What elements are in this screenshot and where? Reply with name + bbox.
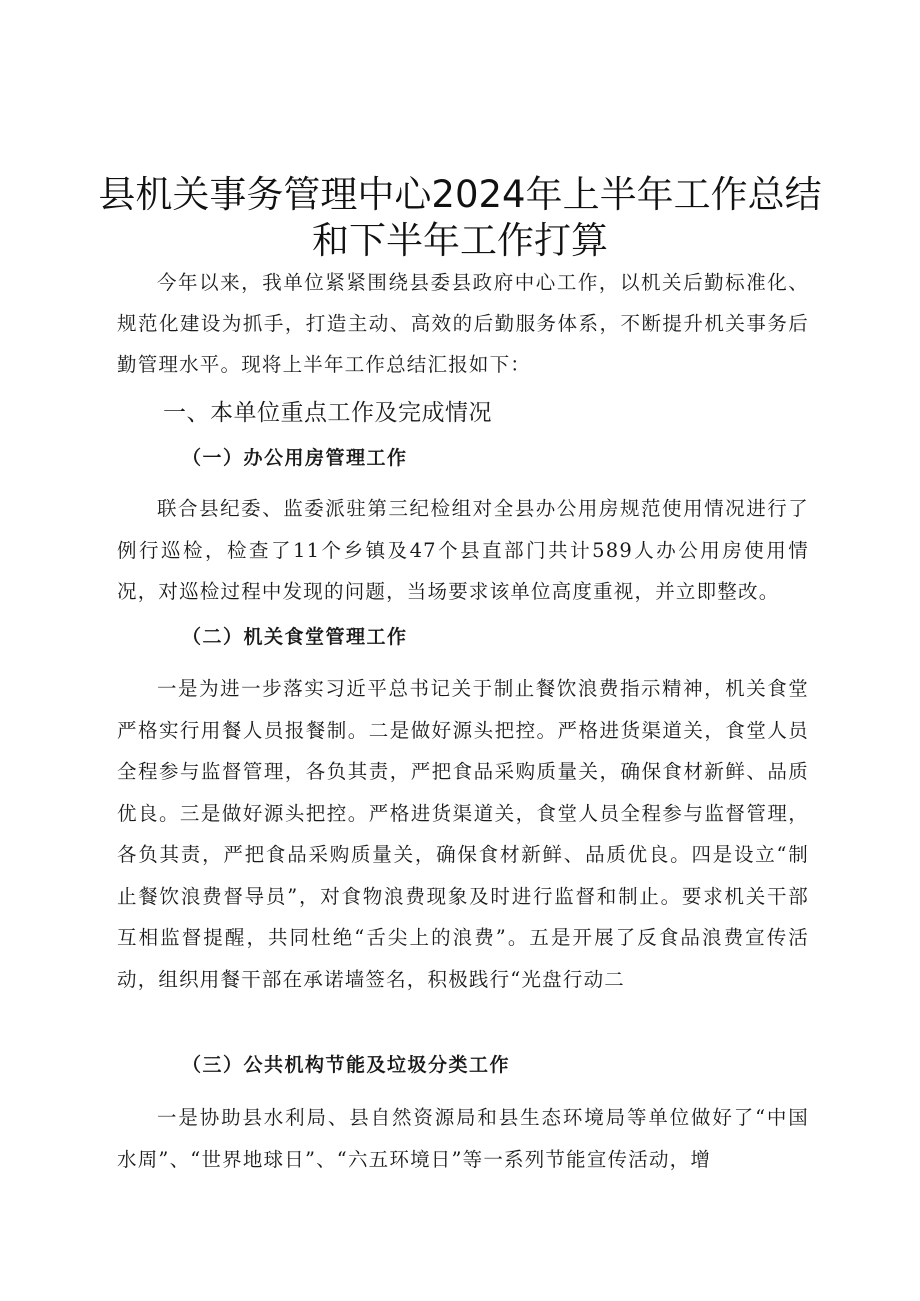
section-heading-1: 一、本单位重点工作及完成情况 bbox=[163, 400, 492, 426]
paragraph-energy-saving: 一是协助县水利局、县自然资源局和县生态环境局等单位做好了“中国水周”、“世界地球日”、“六五环境日”等一系列节能宣传活动，增 bbox=[117, 1106, 809, 1171]
subsection-heading-office-housing: （一）办公用房管理工作 bbox=[182, 447, 408, 469]
subsection-heading-energy-saving: （三）公共机构节能及垃圾分类工作 bbox=[182, 1054, 511, 1076]
subsection-heading-canteen: （二）机关食堂管理工作 bbox=[182, 626, 408, 648]
intro-paragraph: 今年以来，我单位紧紧围绕县委县政府中心工作，以机关后勤标准化、规范化建设为抓手，打造主动、高效的后勤服务体系，不断提升机关事务后勤管理水平。现将上半年工作总结汇报如下： bbox=[117, 271, 809, 376]
document-title-line-1: 县机关事务管理中心2024年上半年工作总结 bbox=[98, 173, 822, 216]
document-title-line-2: 和下半年工作打算 bbox=[312, 219, 608, 262]
paragraph-office-housing: 联合县纪委、监委派驻第三纪检组对全县办公用房规范使用情况进行了例行巡检，检查了11个乡镇及47个县直部门共计589人办公用房使用情况，对巡检过程中发现的问题，当场要求该单位高度重视，并立即整改。 bbox=[117, 497, 809, 603]
paragraph-canteen: 一是为进一步落实习近平总书记关于制止餐饮浪费指示精神，机关食堂严格实行用餐人员报餐制。二是做好源头把控。严格进货渠道关，食堂人员全程参与监督管理，各负其责，严把食品采购质量关，确保食材新鲜、品质优良。三是做好源头把控。严格进货渠道关，食堂人员全程参与监督管理，各负其责，严把食品采购质量关，确保食材新鲜、品质优良。四是设立“制止餐饮浪费督导员”，对食物浪费现象及时进行监督和制止。要求机关干部互相监督提醒，共同杜绝“舌尖上的浪费”。五是开展了反食品浪费宣传活动，组织用餐干部在承诺墙签名，积极践行“光盘行动二 bbox=[117, 677, 809, 991]
